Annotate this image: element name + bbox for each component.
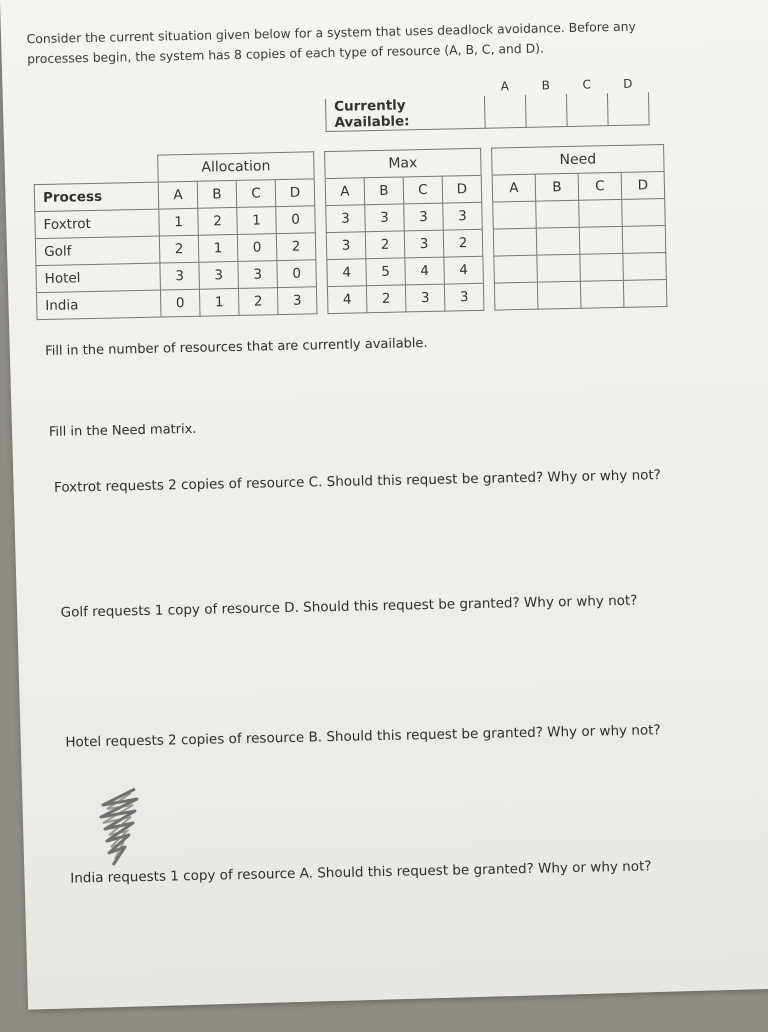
avail-header-a: A (500, 79, 510, 94)
need-cell[interactable] (622, 225, 666, 253)
process-name: Hotel (36, 263, 161, 293)
alloc-value: 0 (160, 289, 200, 317)
max-value: 5 (366, 257, 406, 285)
alloc-value: 1 (199, 288, 239, 316)
alloc-value: 2 (198, 207, 238, 235)
max-value: 3 (365, 203, 405, 231)
question-foxtrot: Foxtrot requests 2 copies of resource C. Should this request be granted? Why or why not? (53, 467, 662, 496)
need-cell[interactable] (493, 228, 537, 256)
resource-table (33, 144, 667, 320)
max-value: 2 (365, 230, 405, 258)
avail-cell-b[interactable] (525, 94, 567, 128)
alloc-col-a: A (158, 181, 198, 209)
max-value: 3 (326, 204, 366, 232)
max-value: 2 (366, 284, 406, 312)
question-golf: Golf requests 1 copy of resource D. Should this request be granted? Why or why not? (60, 592, 638, 621)
max-title: Max (325, 148, 482, 178)
max-value: 4 (327, 285, 367, 313)
need-cell[interactable] (579, 226, 623, 254)
max-col-a: A (325, 177, 365, 205)
alloc-value: 1 (198, 234, 238, 262)
need-cell[interactable] (537, 254, 581, 282)
alloc-value: 0 (237, 233, 277, 261)
question-hotel: Hotel requests 2 copies of resource B. Should this request be granted? Why or why not? (65, 722, 661, 751)
alloc-value: 2 (238, 287, 278, 315)
intro-text: Consider the current situation given below for a system that uses deadlock avoidance. Before any processes begin, the system has 8 copies of each type of resource (A, B, C, and D). (26, 18, 637, 67)
max-value: 4 (327, 258, 367, 286)
pencil-scribble-icon (95, 785, 145, 870)
max-value: 3 (404, 230, 444, 258)
alloc-value: 3 (277, 286, 317, 314)
process-header: Process (34, 182, 159, 212)
need-cell[interactable] (494, 255, 538, 283)
process-name: Foxtrot (35, 209, 160, 239)
alloc-value: 3 (238, 260, 278, 288)
avail-cell-a[interactable] (484, 94, 526, 128)
alloc-value: 3 (160, 262, 200, 290)
max-value: 3 (444, 283, 484, 311)
need-col-c: C (578, 172, 622, 200)
question-need-matrix: Fill in the Need matrix. (48, 421, 197, 440)
question-available: Fill in the number of resources that are currently available. (45, 335, 428, 359)
need-col-a: A (492, 174, 536, 202)
max-col-b: B (364, 176, 404, 204)
avail-cell-d[interactable] (607, 92, 649, 126)
alloc-col-c: C (236, 179, 276, 207)
allocation-title: Allocation (158, 152, 315, 182)
need-cell[interactable] (536, 200, 580, 228)
need-cell[interactable] (580, 253, 624, 281)
need-cell[interactable] (579, 199, 623, 227)
max-value: 3 (326, 231, 366, 259)
alloc-value: 3 (199, 261, 239, 289)
avail-header-b: B (541, 78, 551, 93)
currently-available-label: Currently Available: (325, 95, 485, 131)
need-cell[interactable] (623, 252, 667, 280)
need-cell[interactable] (537, 281, 581, 309)
need-col-b: B (535, 173, 579, 201)
max-value: 3 (405, 284, 445, 312)
avail-header-d: D (622, 76, 633, 91)
need-cell[interactable] (493, 201, 537, 229)
alloc-value: 0 (277, 259, 317, 287)
need-cell[interactable] (494, 282, 538, 310)
need-cell[interactable] (622, 198, 666, 226)
max-value: 4 (405, 257, 445, 285)
alloc-value: 0 (276, 205, 316, 233)
max-col-c: C (403, 176, 443, 204)
process-name: Golf (35, 236, 160, 266)
process-name: India (36, 290, 161, 320)
avail-cell-c[interactable] (566, 93, 608, 127)
alloc-col-d: D (275, 178, 315, 206)
alloc-value: 2 (159, 235, 199, 263)
max-value: 2 (443, 229, 483, 257)
max-col-d: D (442, 175, 482, 203)
avail-header-c: C (582, 77, 592, 92)
max-value: 3 (404, 203, 444, 231)
currently-available-table (325, 74, 650, 132)
alloc-value: 2 (276, 232, 316, 260)
need-col-d: D (621, 171, 665, 199)
need-cell[interactable] (536, 227, 580, 255)
alloc-col-b: B (197, 180, 237, 208)
alloc-value: 1 (237, 206, 277, 234)
max-value: 3 (443, 202, 483, 230)
need-title: Need (492, 144, 665, 174)
need-cell[interactable] (623, 279, 667, 307)
alloc-value: 1 (159, 208, 199, 236)
need-cell[interactable] (580, 280, 624, 308)
max-value: 4 (444, 256, 484, 284)
question-india: India requests 1 copy of resource A. Should this request be granted? Why or why not? (70, 858, 652, 887)
